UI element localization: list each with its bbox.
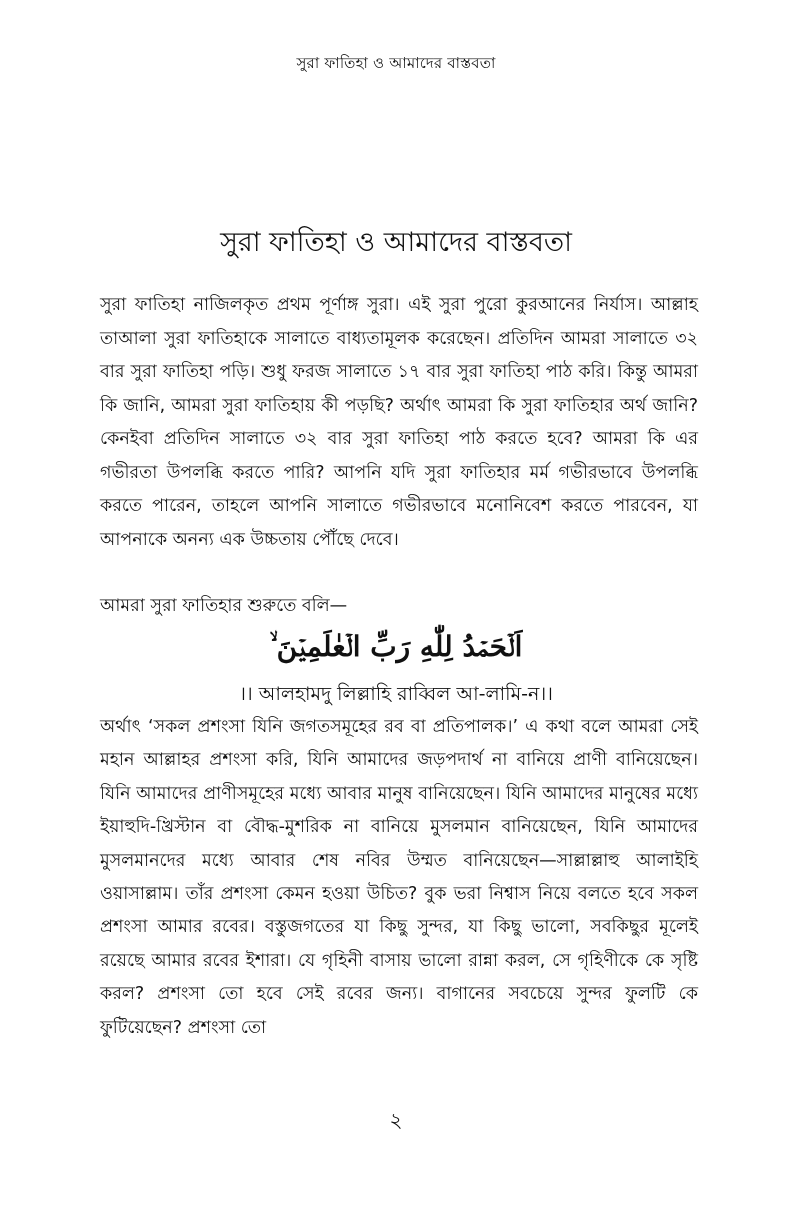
verse-lead-in: আমরা সুরা ফাতিহার শুরুতে বলি— [100, 596, 348, 616]
chapter-title: সুরা ফাতিহা ও আমাদের বাস্তবতা [220, 227, 572, 258]
running-header: সুরা ফাতিহা ও আমাদের বাস্তবতা [296, 54, 496, 72]
explanation-paragraph: অর্থাৎ ‘সকল প্রশংসা যিনি জগতসমূহের রব বা প্রতিপালক।’ এ কথা বলে আমরা সেই মহান আল্লাহর প্রশংসা করি, যিনি আমাদের জড়পদার্থ না বানিয়ে প্রাণী বানিয়েছেন। যিনি আমাদের প্রাণীসমূহের মধ্যে আবার মানুষ বানিয়েছেন। যিনি আমাদের মানুষের মধ্যে ইয়াহুদি-খ্রিস্টান বা বৌদ্ধ-মুশরিক না বানিয়ে মুসলমান বানিয়েছেন, যিনি আমাদের মুসলমানদের মধ্যে আবার শেষ নবির উম্মত বানিয়েছেন—সাল্লাল্লাহু আলাইহি ওয়াসাল্লাম। তাঁর প্রশংসা কেমন হওয়া উচিত? বুক ভরা নিশ্বাস নিয়ে বলতে হবে সকল প্রশংসা আমার রবের। বস্তুজগতের যা কিছু সুন্দর, যা কিছু ভালো, সবকিছুর মূলেই রয়েছে আমার রবের ইশারা। যে গৃহিনী বাসায় ভালো রান্না করল, সে গৃহিণীকে কে সৃষ্টি করল? প্রশংসা তো হবে সেই রবের জন্য। বাগানের সবচেয়ে সুন্দর ফুলটি কে ফুটিয়েছেন? প্রশংসা তো [100, 717, 698, 1038]
intro-paragraph: সুরা ফাতিহা নাজিলকৃত প্রথম পূর্ণাঙ্গ সুরা। এই সুরা পুরো কুরআনের নির্যাস। আল্লাহ তাআলা সুরা ফাতিহাকে সালাতে বাধ্যতামূলক করেছেন। প্রতিদিন আমরা সালাতে ৩২ বার সুরা ফাতিহা পড়ি। শুধু ফরজ সালাতে ১৭ বার সুরা ফাতিহা পাঠ করি। কিন্তু আমরা কি জানি, আমরা সুরা ফাতিহায় কী পড়ছি? অর্থাৎ আমরা কি সুরা ফাতিহার অর্থ জানি? কেনইবা প্রতিদিন সালাতে ৩২ বার সুরা ফাতিহা পাঠ করতে হবে? আমরা কি এর গভীরতা উপলব্ধি করতে পারি? আপনি যদি সুরা ফাতিহার মর্ম গভীরভাবে উপলব্ধি করতে পারেন, তাহলে আপনি সালাতে গভীরভাবে মনোনিবেশ করতে পারবেন, যা আপনাকে অনন্য এক উচ্চতায় পৌঁছে দেবে। [100, 295, 698, 550]
verse-transliteration: ।। আলহামদু লিল্লাহি রাব্বিল আ-লামি-ন।। [239, 683, 553, 705]
arabic-verse: اَلۡحَمۡدُ لِلّٰهِ رَبِّ الۡعٰلَمِیۡنَ ۙ [269, 630, 523, 663]
page-number: ২ [389, 1108, 403, 1132]
